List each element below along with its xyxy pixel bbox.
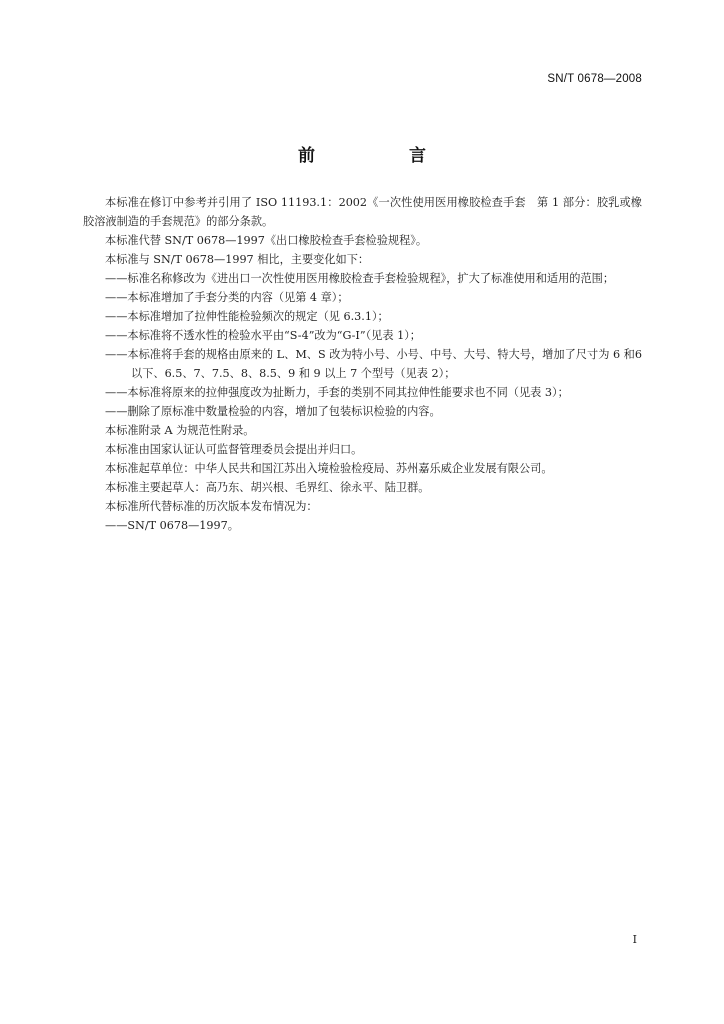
change-item: ——删除了原标准中数量检验的内容，增加了包装标识检验的内容。 — [105, 405, 441, 418]
paragraph-replaces: 本标准代替 SN/T 0678—1997《出口橡胶检查手套检验规程》。 — [105, 234, 428, 247]
change-item: ——本标准将不透水性的检验水平由“S-4”改为“G-I”（见表 1）； — [105, 329, 421, 342]
history-item: ——SN/T 0678—1997。 — [105, 519, 239, 532]
document-body — [83, 193, 642, 535]
document-code: SN/T 0678—2008 — [547, 73, 642, 85]
change-item: ——本标准增加了手套分类的内容（见第 4 章）； — [105, 291, 349, 304]
paragraph-reference: 本标准在修订中参考并引用了 ISO 11193.1：2002《一次性使用医用橡胶检查手套 第 1 部分：胶乳或橡胶溶液制造的手套规范》的部分条款。 — [83, 196, 642, 228]
paragraph-proposer: 本标准由国家认证认可监督管理委员会提出并归口。 — [105, 443, 363, 456]
paragraph-drafters: 本标准主要起草人：高乃东、胡兴根、毛界红、徐永平、陆卫群。 — [105, 481, 430, 494]
paragraph-annex: 本标准附录 A 为规范性附录。 — [105, 424, 255, 437]
change-item: ——本标准增加了拉伸性能检验频次的规定（见 6.3.1）； — [105, 310, 389, 323]
change-item: ——本标准将手套的规格由原来的 L、M、S 改为特小号、小号、中号、大号、特大号，增加了尺寸为 6 和6 以下、6.5、7、7.5、8、8.5、9 和 9 以上 7 个型号（见表 2）； — [105, 348, 642, 380]
paragraph-drafting-units: 本标准起草单位：中华人民共和国江苏出入境检验检疫局、苏州嘉乐威企业发展有限公司。 — [105, 462, 553, 475]
page-number: I — [632, 933, 637, 946]
change-item: ——标准名称修改为《进出口一次性使用医用橡胶检查手套检验规程》，扩大了标准使用和适用的范围； — [105, 272, 615, 285]
page-title: 前 言 — [298, 146, 470, 166]
paragraph-changes-intro: 本标准与 SN/T 0678—1997 相比，主要变化如下： — [105, 253, 370, 266]
paragraph-history-intro: 本标准所代替标准的历次版本发布情况为： — [105, 500, 318, 513]
change-item: ——本标准将原来的拉伸强度改为扯断力，手套的类别不同其拉伸性能要求也不同（见表 3）； — [105, 386, 569, 399]
